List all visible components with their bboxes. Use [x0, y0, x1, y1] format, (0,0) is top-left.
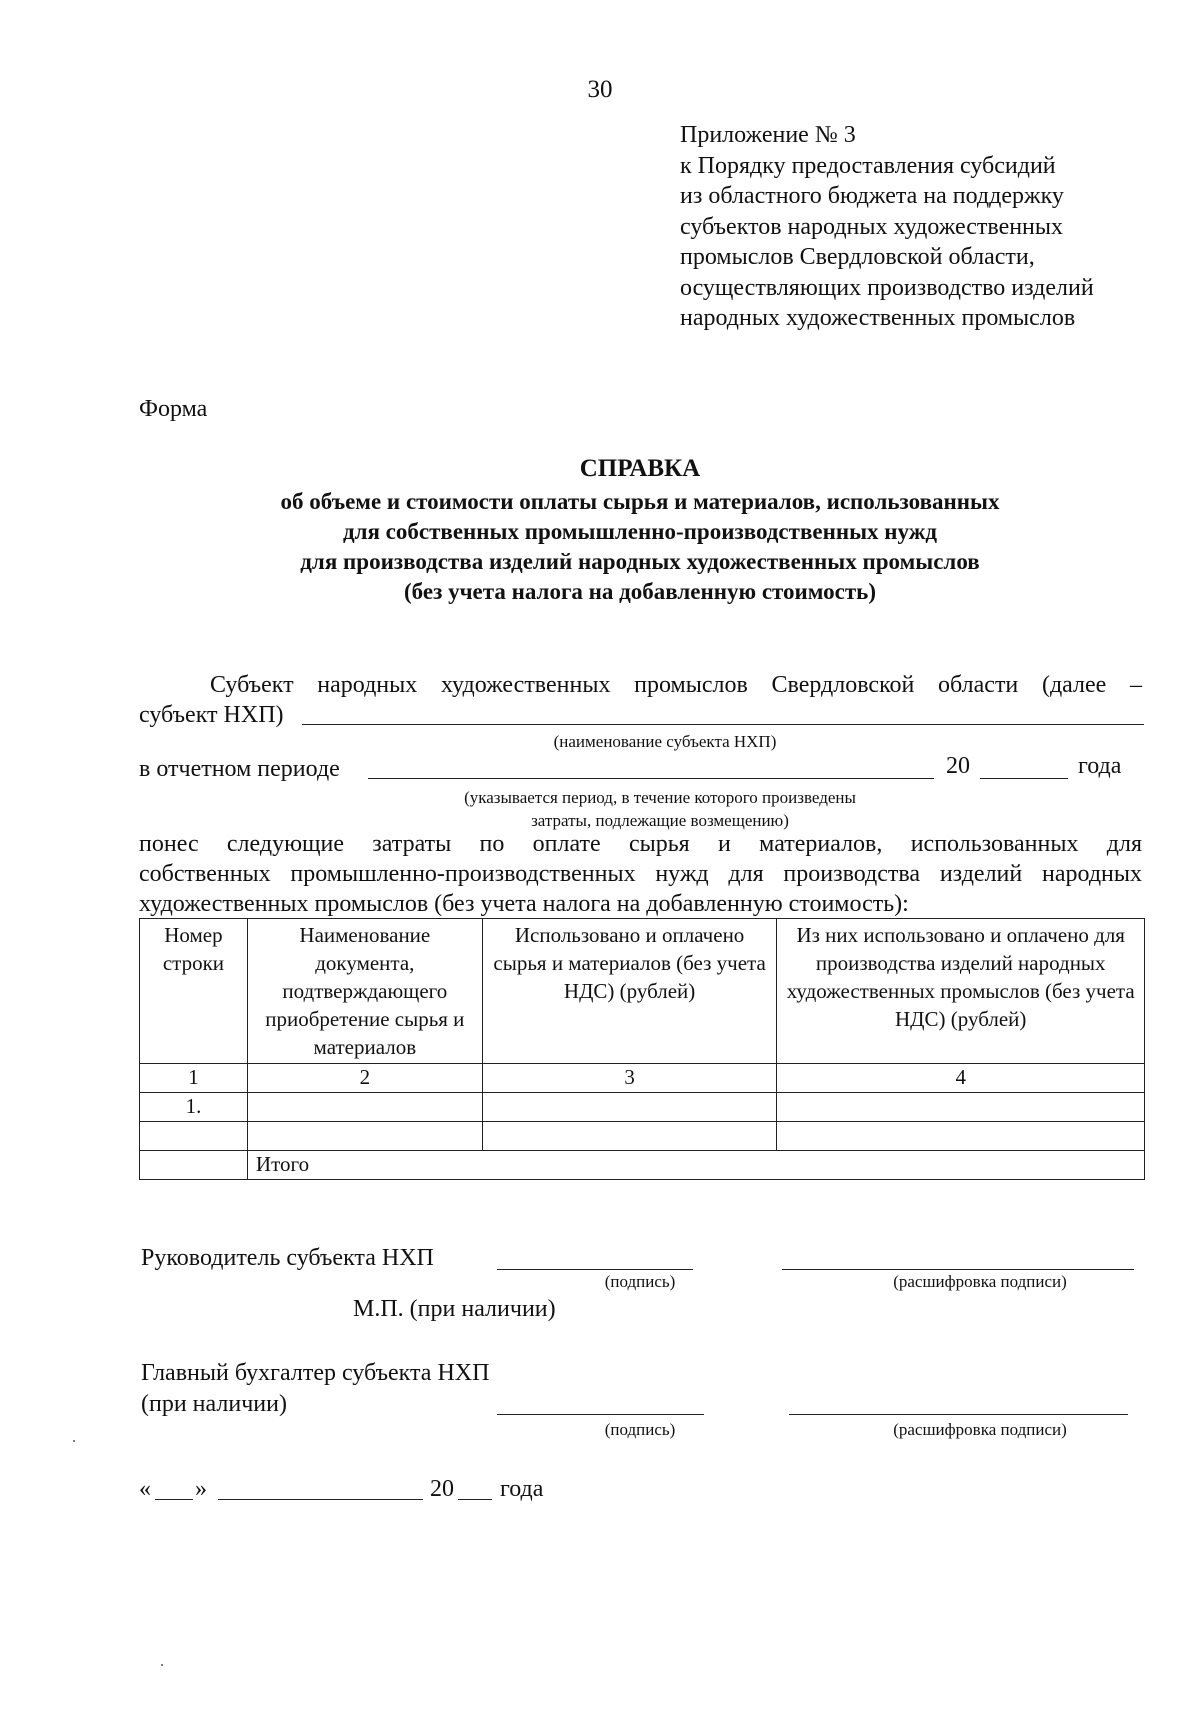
table-cell[interactable]: [247, 1122, 482, 1151]
appendix-line: промыслов Свердловской области,: [680, 244, 1035, 270]
scan-speck: [161, 1664, 163, 1666]
appendix-line: народных художественных промыслов: [680, 305, 1076, 331]
subject-paragraph-line1: Субъект народных художественных промыслов Свердловской области (далее –: [210, 672, 1142, 698]
period-year-prefix: 20: [946, 753, 970, 779]
costs-paragraph-line1: понес следующие затраты по оплате сырья и материалов, использованных для: [139, 831, 1142, 857]
period-caption: [400, 786, 920, 832]
appendix-line: к Порядку предоставления субсидий: [680, 152, 1056, 179]
costs-table: [139, 918, 1145, 1180]
title-line: (без учета налога на добавленную стоимость): [404, 579, 876, 604]
title-line: об объеме и стоимости оплаты сырья и материалов, использованных: [280, 489, 1000, 514]
date-open-quote: «: [139, 1476, 151, 1502]
date-month-field[interactable]: [218, 1498, 423, 1500]
accountant-signature-field[interactable]: [497, 1413, 704, 1415]
table-header-row: [140, 919, 1145, 1064]
costs-paragraph-line2: собственных промышленно-производственных нужд для производства изделий народных: [139, 861, 1142, 887]
period-year-field[interactable]: [980, 778, 1068, 779]
header-document-name: Наименование документа, подтверждающего приобретение сырья и материалов: [247, 919, 482, 1064]
appendix-line: из областного бюджета на поддержку: [680, 183, 1064, 209]
title-line: для собственных промышленно-производственных нужд: [342, 519, 938, 544]
table-cell[interactable]: [140, 1122, 248, 1151]
date-year-prefix: 20: [430, 1476, 454, 1502]
date-year-field[interactable]: [458, 1498, 492, 1500]
table-cell: [140, 1151, 248, 1180]
header-row-number: Номер строки: [140, 919, 248, 1064]
accountant-decoding-field[interactable]: [789, 1413, 1128, 1415]
period-field[interactable]: [368, 778, 934, 779]
page-number: 30: [587, 76, 613, 103]
table-cell[interactable]: 1.: [140, 1093, 248, 1122]
accountant-label-line2: (при наличии): [141, 1391, 287, 1417]
head-label: Руководитель субъекта НХП: [141, 1245, 434, 1271]
table-cell[interactable]: [482, 1093, 777, 1122]
table-row: [140, 1122, 1145, 1151]
column-number: 3: [482, 1064, 777, 1093]
subject-name-field[interactable]: [302, 724, 1144, 725]
total-label: Итого: [247, 1151, 1144, 1180]
period-caption-line: затраты, подлежащие возмещению): [531, 811, 789, 830]
date-day-field[interactable]: [155, 1498, 193, 1500]
accountant-label-line1: Главный бухгалтер субъекта НХП: [141, 1360, 490, 1386]
header-used-for-production: Из них использовано и оплачено для производства изделий народных художественных промыслов (без учета НДС) (рублей): [777, 919, 1145, 1064]
table-cell[interactable]: [482, 1122, 777, 1151]
column-number: 1: [140, 1064, 248, 1093]
header-used-and-paid: Использовано и оплачено сырья и материалов (без учета НДС) (рублей): [482, 919, 777, 1064]
accountant-decoding-caption: (расшифровка подписи): [893, 1420, 1067, 1439]
period-caption-line: (указывается период, в течение которого произведены: [464, 788, 856, 807]
head-decoding-caption: (расшифровка подписи): [893, 1272, 1067, 1291]
subject-name-caption: (наименование субъекта НХП): [553, 732, 777, 751]
table-cell[interactable]: [777, 1093, 1145, 1122]
appendix-line: осуществляющих производство изделий: [680, 274, 1094, 301]
table-cell[interactable]: [777, 1122, 1145, 1151]
column-number: 4: [777, 1064, 1145, 1093]
head-signature-field[interactable]: [497, 1268, 693, 1270]
title-line: для производства изделий народных художественных промыслов: [300, 549, 980, 574]
period-label: в отчетном периоде: [139, 756, 340, 782]
appendix-line: субъектов народных художественных: [680, 213, 1064, 240]
appendix-header: [680, 120, 1094, 334]
table-cell[interactable]: [247, 1093, 482, 1122]
appendix-line: Приложение № 3: [680, 122, 856, 148]
form-label: Форма: [139, 396, 208, 422]
subject-label: субъект НХП): [139, 702, 284, 728]
accountant-signature-caption: (подпись): [604, 1420, 676, 1439]
title-main: СПРАВКА: [579, 455, 701, 482]
head-decoding-field[interactable]: [782, 1268, 1134, 1270]
table-column-numbers-row: [140, 1064, 1145, 1093]
table-row: [140, 1093, 1145, 1122]
period-year-suffix: года: [1078, 753, 1122, 779]
date-close-quote: »: [195, 1476, 207, 1502]
document-title: [0, 455, 1200, 607]
head-signature-caption: (подпись): [604, 1272, 676, 1291]
scan-speck: [73, 1440, 75, 1442]
column-number: 2: [247, 1064, 482, 1093]
date-year-suffix: года: [500, 1476, 544, 1502]
stamp-label: М.П. (при наличии): [353, 1296, 556, 1322]
costs-paragraph-line3: художественных промыслов (без учета налога на добавленную стоимость):: [139, 891, 909, 917]
table-total-row: [140, 1151, 1145, 1180]
